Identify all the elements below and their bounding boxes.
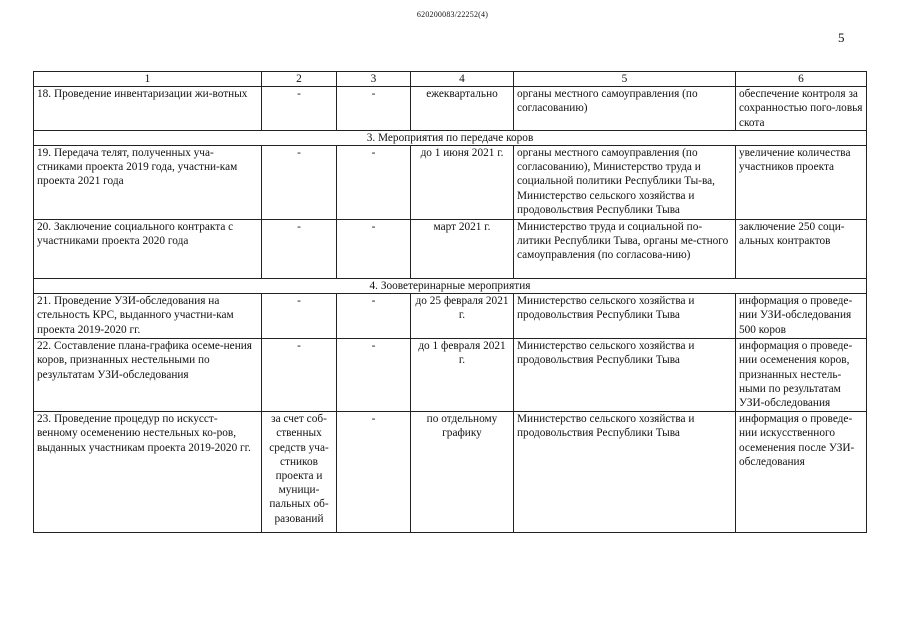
- col3-cell: -: [337, 87, 411, 131]
- measure-cell: 18. Проведение инвентаризации жи-вотных: [34, 87, 262, 131]
- measure-cell: 19. Передача телят, полученных уча-стниками проекта 2019 года, участни-кам проекта 2021 года: [34, 146, 262, 220]
- section-title: 3. Мероприятия по передаче коров: [34, 130, 867, 145]
- measure-cell: 23. Проведение процедур по искусст-венному осеменению нестельных ко-ров, выданных участникам проекта 2019-2020 гг.: [34, 412, 262, 533]
- table-row: [34, 220, 867, 279]
- funding-cell: за счет соб-ственных средств уча-стников проекта и муници-пальных об-разований: [262, 412, 337, 533]
- column-header: 3: [337, 72, 411, 87]
- deadline-cell: до 25 февраля 2021 г.: [411, 294, 514, 339]
- result-cell: увеличение количества участников проекта: [736, 146, 867, 220]
- column-header: 5: [514, 72, 736, 87]
- table-row: [34, 339, 867, 412]
- column-header: 6: [736, 72, 867, 87]
- table-row: [34, 412, 867, 533]
- col3-cell: -: [337, 220, 411, 279]
- measures-table: [33, 71, 867, 533]
- table-row: [34, 294, 867, 339]
- deadline-cell: до 1 февраля 2021 г.: [411, 339, 514, 412]
- funding-cell: -: [262, 220, 337, 279]
- result-cell: информация о проведе-нии искусственного осеменения после УЗИ-обследования: [736, 412, 867, 533]
- result-cell: информация о проведе-нии осеменения коров, признанных нестель-ными по результатам УЗИ-обследования: [736, 339, 867, 412]
- responsible-cell: органы местного самоуправления (по согласованию): [514, 87, 736, 131]
- measure-cell: 20. Заключение социального контракта с участниками проекта 2020 года: [34, 220, 262, 279]
- page-number: 5: [838, 30, 845, 45]
- column-header: 2: [262, 72, 337, 87]
- document-id: 620200083/22252(4): [416, 10, 489, 19]
- col3-cell: -: [337, 146, 411, 220]
- section-row: [34, 279, 867, 294]
- funding-cell: -: [262, 87, 337, 131]
- section-title: 4. Зооветеринарные мероприятия: [34, 279, 867, 294]
- result-cell: заключение 250 соци-альных контрактов: [736, 220, 867, 279]
- column-header: 1: [34, 72, 262, 87]
- section-row: [34, 130, 867, 145]
- deadline-cell: ежеквартально: [411, 87, 514, 131]
- responsible-cell: Министерство сельского хозяйства и продовольствия Республики Тыва: [514, 339, 736, 412]
- col3-cell: -: [337, 294, 411, 339]
- funding-cell: -: [262, 146, 337, 220]
- responsible-cell: Министерство сельского хозяйства и продовольствия Республики Тыва: [514, 412, 736, 533]
- responsible-cell: Министерство сельского хозяйства и продовольствия Республики Тыва: [514, 294, 736, 339]
- deadline-cell: по отдельному графику: [411, 412, 514, 533]
- measure-cell: 22. Составление плана-графика осеме-нения коров, признанных нестельными по результатам УЗИ-обследования: [34, 339, 262, 412]
- table-row: [34, 146, 867, 220]
- result-cell: информация о проведе-нии УЗИ-обследования 500 коров: [736, 294, 867, 339]
- table-header-row: [34, 72, 867, 87]
- funding-cell: -: [262, 339, 337, 412]
- col3-cell: -: [337, 339, 411, 412]
- responsible-cell: Министерство труда и социальной по-литики Республики Тыва, органы ме-стного самоуправления (по согласова-нию): [514, 220, 736, 279]
- column-header: 4: [411, 72, 514, 87]
- measure-cell: 21. Проведение УЗИ-обследования на стельность КРС, выданного участни-кам проекта 2019-2020 гг.: [34, 294, 262, 339]
- col3-cell: -: [337, 412, 411, 533]
- deadline-cell: март 2021 г.: [411, 220, 514, 279]
- funding-cell: -: [262, 294, 337, 339]
- deadline-cell: до 1 июня 2021 г.: [411, 146, 514, 220]
- result-cell: обеспечение контроля за сохранностью пого-ловья скота: [736, 87, 867, 131]
- responsible-cell: органы местного самоуправления (по согласованию), Министерство труда и социальной политики Республики Ты-ва, Министерство сельского хозяйства и продовольствия Республики Тыва: [514, 146, 736, 220]
- table-row: [34, 87, 867, 131]
